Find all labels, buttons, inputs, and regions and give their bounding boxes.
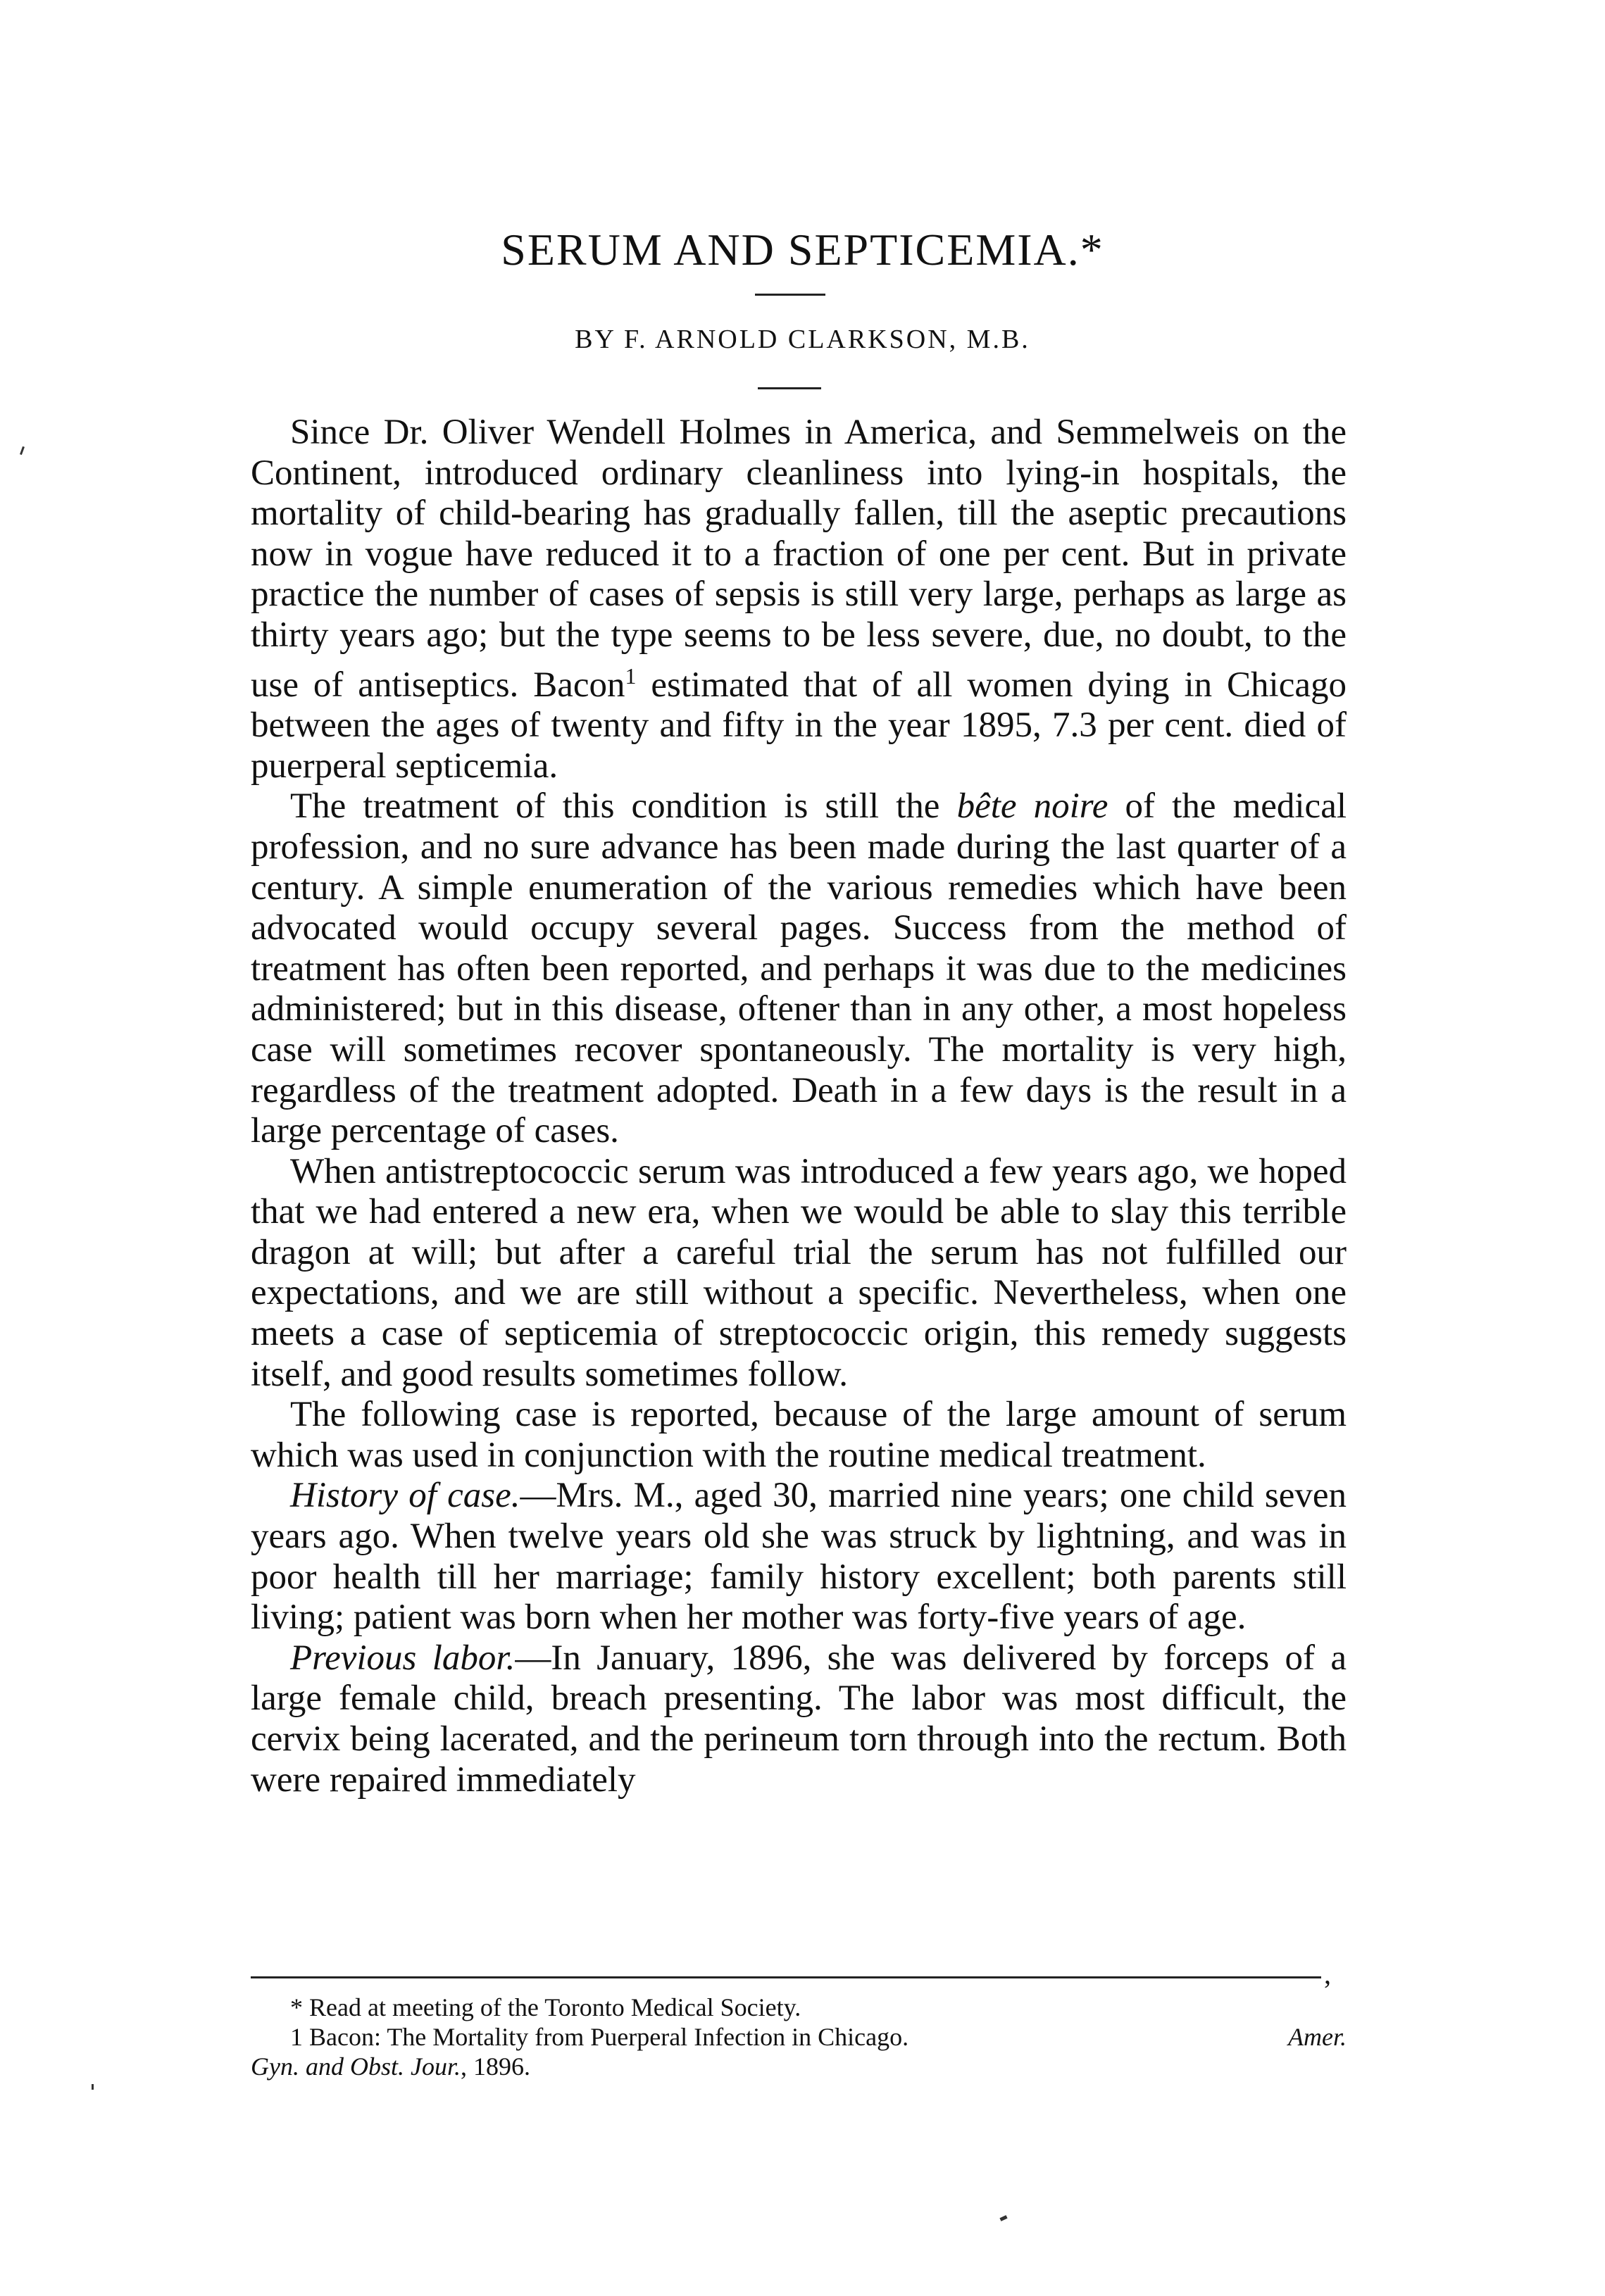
paragraph-treatment-text-b: of the medical profession, and no sure advance has been made during the last quarter of a century. A simple enumeration of the various remedies which have been advocated would occupy several pages. Success from the method of treatment has often been reported, and perhaps it was due to the medicines administered; but in this disease, oftener than in any other, a most hopeless case will sometimes recover spontaneously. The mortality is very high, regardless of the treatment adopted. Death in a few days is the result in a large percentage of cases. xyxy=(251,786,1347,1151)
footnote-separator xyxy=(251,1976,1321,1978)
paragraph-intro-text-a: Since Dr. Oliver Wendell Holmes in America, and Semmelweis on the Continent, introduced ordinary cleanliness into lying-in hospitals, the mortality of child-bearing has gradually fallen, till the aseptic precautions now in vogue have reduced it to a fraction of one per cent. But in private practice the number of cases of sepsis is still very large, perhaps as large as thirty years ago; but the type seems to be less severe, due, no doubt, to the use of antiseptics. Bacon xyxy=(251,413,1347,705)
italic-phrase: bête noire xyxy=(956,786,1108,827)
paragraph-previous-labor xyxy=(251,1638,1347,1800)
paragraph-serum: When antistreptococcic serum was introduced a few years ago, we hoped that we had entered a new era, when we would be able to slay this terrible dragon at will; but after a careful trial the serum has not fulfilled our expectations, and we are still without a specific. Nevertheless, when one meets a case of septicemia of streptococcic origin, this remedy suggests itself, and good results sometimes follow. xyxy=(251,1151,1347,1394)
paragraph-intro xyxy=(251,413,1347,786)
footnote-one xyxy=(251,2022,1347,2052)
section-heading-previous-labor: Previous labor. xyxy=(290,1638,516,1678)
paragraph-history xyxy=(251,1476,1347,1638)
author-byline: BY F. ARNOLD CLARKSON, M.B. xyxy=(575,325,1030,354)
article-title: SERUM AND SEPTICEMIA.* xyxy=(501,225,1104,275)
footnote-one-year: , 1896. xyxy=(460,2052,530,2081)
byline-rule xyxy=(758,387,821,389)
footnote-one-text: 1 Bacon: The Mortality from Puerperal Infection in Chicago. xyxy=(290,2023,909,2051)
footnote-one-journal-start: Amer. xyxy=(1288,2023,1347,2051)
footnote-one-journal: Gyn. and Obst. Jour. xyxy=(251,2052,461,2081)
paragraph-history-text: —Mrs. M., aged 30, married nine years; one child seven years ago. When twelve years old she was struck by lightning, and was in poor health till her marriage; family history excellent; both parents still living; patient was born when her mother was forty-five years of age. xyxy=(251,1476,1347,1638)
footnote-ref-1: 1 xyxy=(625,663,637,689)
footnote-one-continuation xyxy=(251,2052,1347,2081)
scan-speck xyxy=(20,446,25,455)
footnote-star: * Read at meeting of the Toronto Medical Society. xyxy=(290,1993,801,2021)
scan-speck xyxy=(92,2084,94,2090)
paragraph-intro-text-b: estimated that of all women dying in Chicago between the ages of twenty and fifty in the year 1895, 7.3 per cent. died of puerperal septicemia. xyxy=(251,665,1347,786)
paragraph-treatment-text-a: The treatment of this condition is still the xyxy=(290,786,957,827)
article-body xyxy=(251,413,1347,1800)
paragraph-previous-labor-text: —In January, 1896, she was delivered by forceps of a large female child, breach presenting. The labor was most difficult, the cervix being lacerated, and the perineum torn through into the rectum. Both were repaired immediately xyxy=(251,1638,1347,1800)
paragraph-treatment xyxy=(251,786,1347,1151)
paragraph-case-report: The following case is reported, because of the large amount of serum which was used in conjunction with the routine medical treatment. xyxy=(251,1395,1347,1475)
trailing-comma: , xyxy=(1324,1958,1331,1990)
title-rule xyxy=(755,294,825,296)
scan-speck xyxy=(999,2215,1007,2221)
section-heading-history: History of case. xyxy=(290,1476,520,1516)
footnotes xyxy=(251,1993,1347,2081)
